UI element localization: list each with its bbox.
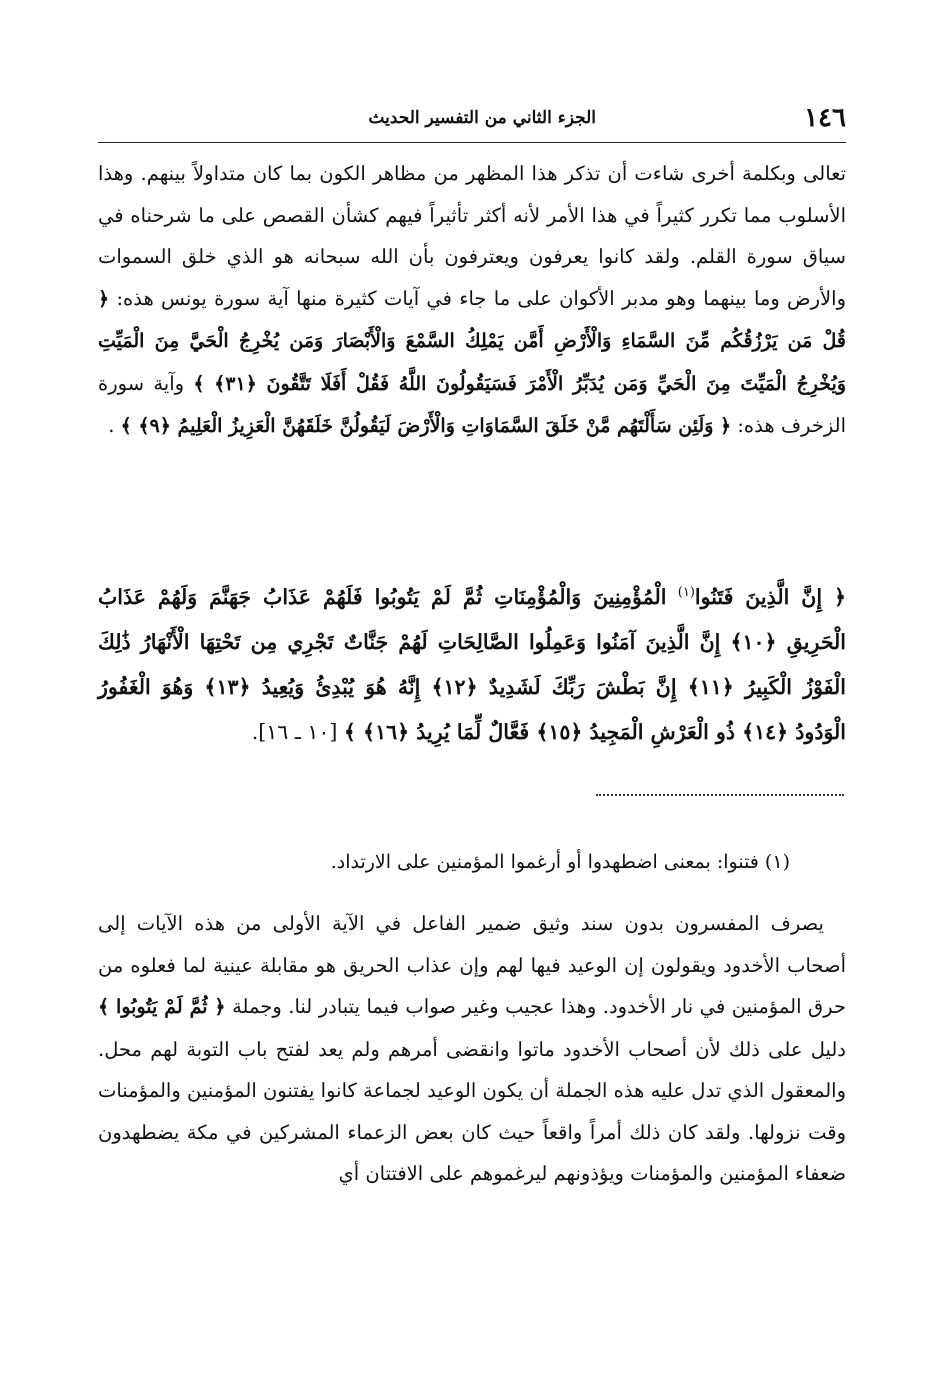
quran-quote-yunus: ﴿ قُلْ مَن يَرْزُقُكُم مِّنَ السَّمَاءِ وَالْأَرْضِ أَمَّن يَمْلِكُ السَّمْعَ وَالْأَبْصَارَ وَمَن يُخْرِجُ الْحَيَّ مِنَ الْمَيِّتِ وَيُخْرِجُ الْمَيِّتَ مِنَ الْحَيِّ وَمَن يُدَبِّرُ الْأَمْرَ فَسَيَقُولُونَ اللَّهُ فَقُلْ أَفَلَا تَتَّقُونَ ﴿٣١﴾ ﴾: [98, 287, 846, 395]
quran-verses-rest: الْمُؤْمِنِينَ وَالْمُؤْمِنَاتِ ثُمَّ لَمْ يَتُوبُوا فَلَهُمْ عَذَابُ جَهَنَّمَ وَلَهُمْ عَذَابُ الْحَرِيقِ ﴿١٠﴾ إِنَّ الَّذِينَ آمَنُوا وَعَمِلُوا الصَّالِحَاتِ لَهُمْ جَنَّاتٌ تَجْرِي مِن تَحْتِهَا الْأَنْهَارُ ذَٰلِكَ الْفَوْزُ الْكَبِيرُ ﴿١١﴾ إِنَّ بَطْشَ رَبِّكَ لَشَدِيدٌ ﴿١٢﴾ إِنَّهُ هُوَ يُبْدِئُ وَيُعِيدُ ﴿١٣﴾ وَهُوَ الْغَفُورُ الْوَدُودُ ﴿١٤﴾ ذُو الْعَرْشِ الْمَجِيدُ ﴿١٥﴾ فَعَّالٌ لِّمَا يُرِيدُ ﴿١٦﴾ ﴾: [98, 585, 846, 744]
page-header: [98, 100, 846, 136]
commentary-paragraph: [98, 903, 846, 1195]
commentary-text-2: دليل على ذلك لأن أصحاب الأخدود ماتوا وانقضى أمرهم ولم يعد لفتح باب التوبة لهم محل. والمعقول الذي تدل عليه هذه الجملة أن يكون الوعيد لجماعة كانوا يفتنون المؤمنين والمؤمنات وقت نزولها. ولقد كان ذلك أمراً واقعاً حيث كان بعض الزعماء المشركين في مكة يضطهدون ضعفاء المؤمنين والمؤمنات ويؤذونهم ليرغموهم على الافتتان أي: [98, 1037, 846, 1185]
header-rule: [98, 142, 846, 143]
verse-reference: [١٠ ـ ١٦].: [251, 720, 338, 744]
intro-end: .: [108, 414, 115, 437]
quran-quote-inline: ﴿ ثُمَّ لَمْ يَتُوبُوا ﴾: [98, 996, 226, 1018]
page-number: ١٤٦: [804, 103, 846, 133]
intro-text-1: تعالى وبكلمة أخرى شاءت أن تذكر هذا المظهر من مظاهر الكون بما كان متداولاً بينهم. وهذا الأسلوب مما تكرر كثيراً في هذا الأمر لأنه أكثر تأثيراً فيهم كشأن القصص على ما شرحناه في سياق سورة القلم. ولقد كانوا يعرفون ويعترفون بأن الله سبحانه هو الذي خلق السموات والأرض وما بينهما وهو مدبر الأكوان على ما جاء في آيات كثيرة منها آية سورة يونس هذه:: [98, 162, 846, 310]
intro-paragraph: [98, 153, 846, 448]
footnote-separator: [596, 794, 844, 796]
footnote: (١) فتنوا: بمعنى اضطهدوا أو أرغموا المؤمنين على الارتداد.: [330, 851, 790, 873]
commentary-text-1: يصرف المفسرون بدون سند وثيق ضمير الفاعل في الآية الأولى من هذه الآيات إلى أصحاب الأخدود ويقولون إن الوعيد فيها لهم وإن عذاب الحريق هو مقابلة عينية لما فعلوه من حرق المؤمنين في نار الأخدود. وهذا عجيب وغير صواب فيما يتبادر لنا. وجملة: [98, 912, 846, 1018]
footnote-marker: (١): [677, 585, 695, 601]
running-title: الجزء الثاني من التفسير الحديث: [368, 108, 596, 128]
intro-text-2: وآية سورة الزخرف هذه:: [98, 371, 846, 437]
quran-verses-start: ﴿ إِنَّ الَّذِينَ فَتَنُوا: [694, 585, 846, 609]
quran-passage: [98, 575, 846, 755]
quran-quote-zukhruf: ﴿ وَلَئِن سَأَلْتَهُم مَّنْ خَلَقَ السَّمَاوَاتِ وَالْأَرْضَ لَيَقُولُنَّ خَلَقَهُنَّ الْعَزِيزُ الْعَلِيمُ ﴿٩﴾ ﴾: [120, 415, 732, 437]
